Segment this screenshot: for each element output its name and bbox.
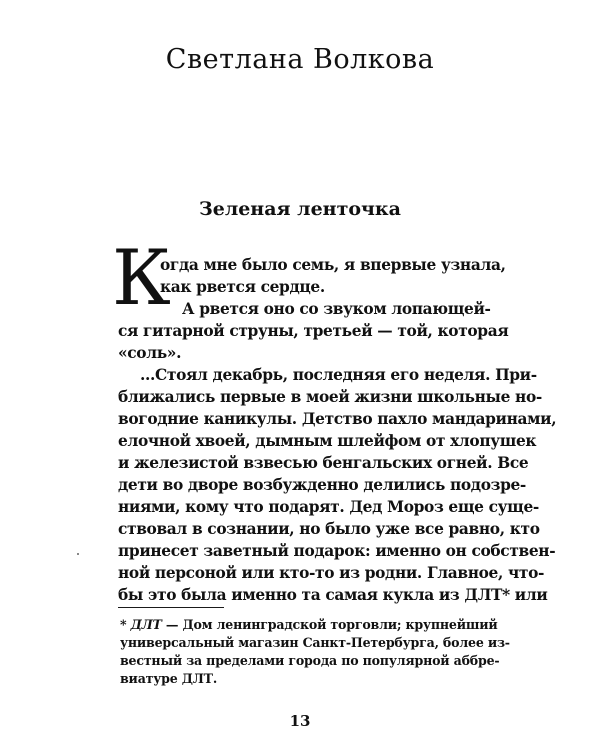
footnote-line: виатуре ДЛТ.: [120, 671, 218, 686]
text-line: как рвется сердце.: [160, 278, 325, 296]
margin-dot: [77, 553, 79, 555]
text-line: вогодние каникулы. Детство пахло мандаринами,: [118, 410, 557, 428]
text-line: ной персоной или кто-то из родни. Главное, что-: [118, 564, 545, 582]
page-number: 13: [289, 712, 311, 730]
footnote-line: универсальный магазин Санкт-Петербурга, более из-: [120, 635, 510, 650]
text-line: ниями, кому что подарят. Дед Мороз еще суще-: [118, 498, 539, 516]
drop-cap: К: [112, 233, 171, 322]
text-line: елочной хвоей, дымным шлейфом от хлопушек: [118, 432, 537, 450]
text-line: ...Стоял декабрь, последняя его неделя. При-: [140, 366, 537, 384]
text-line: ствовал в сознании, но было уже все равно, кто: [118, 520, 540, 538]
footnote-marker: *: [120, 617, 127, 632]
text-line: ближались первые в моей жизни школьные но-: [118, 388, 542, 406]
text-line: бы это была именно та самая кукла из ДЛТ* или: [118, 586, 548, 604]
footnote-term: ДЛТ: [130, 617, 162, 632]
chapter-title: Зеленая ленточка: [199, 198, 401, 220]
text-line: «соль».: [118, 344, 182, 362]
footnote-line: вестный за пределами города по популярной аббре-: [120, 653, 500, 668]
footnote-line: [120, 616, 498, 634]
text-line: А рвется оно со звуком лопающей-: [182, 300, 491, 318]
text-line: ся гитарной струны, третьей — той, которая: [118, 322, 509, 340]
footnote-divider: [118, 607, 224, 608]
text-line: принесет заветный подарок: именно он собствен-: [118, 542, 556, 560]
text-line: дети во дворе возбужденно делились подозре-: [118, 476, 526, 494]
footnote-text: — Дом ленинградской торговли; крупнейший: [161, 617, 498, 632]
text-line: огда мне было семь, я впервые узнала,: [160, 256, 506, 274]
author-name: Светлана Волкова: [165, 44, 435, 75]
text-line: и железистой взвесью бенгальских огней. Все: [118, 454, 529, 472]
